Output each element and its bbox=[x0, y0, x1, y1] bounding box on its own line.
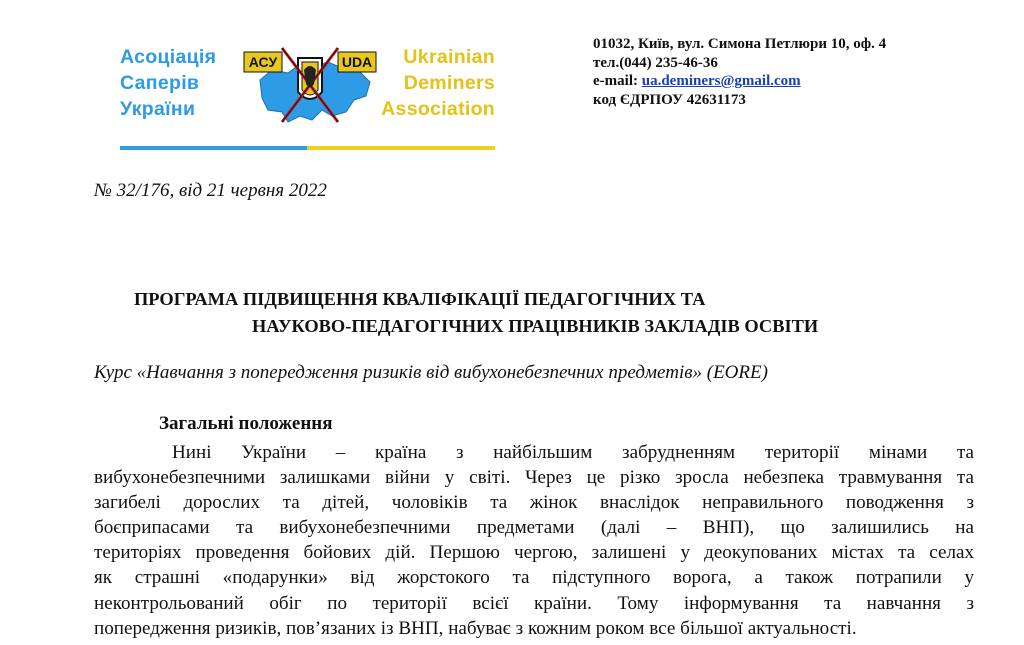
svg-text:UDA: UDA bbox=[341, 54, 373, 70]
paragraph-line: територіях проведення бойових дій. Першою чергою, залишені у деокупованих містах та селах bbox=[94, 542, 974, 564]
paragraph-line: загибелі дорослих та дітей, чоловіків та жінок внаслідок неправильного поводження з bbox=[94, 492, 974, 514]
logo-underline-yellow bbox=[307, 146, 495, 150]
paragraph-line: Нині України – країна з найбільшим забрудненням території мінами та bbox=[172, 442, 974, 463]
paragraph-line: попередження ризиків, пов’язаних із ВНП, набуває з кожним роком все більшої актуальності. bbox=[94, 617, 857, 639]
logo-line: Саперів bbox=[120, 72, 200, 94]
email-row bbox=[593, 72, 886, 91]
deminers-emblem-icon bbox=[242, 40, 378, 140]
logo-line: Association bbox=[381, 98, 495, 120]
logo-line: Deminers bbox=[403, 72, 495, 94]
address: 01032, Київ, вул. Симона Петлюри 10, оф. 4 bbox=[593, 36, 887, 52]
logo-line: України bbox=[120, 98, 196, 120]
paragraph-line: неконтрольований обіг по території всієї країни. Тому інформування та навчання з bbox=[94, 592, 974, 614]
phone: тел.(044) 235-46-36 bbox=[593, 54, 718, 71]
paragraph-line: боєприпасами та вибухонебезпечними предметами (далі – ВНП), що залишились на bbox=[94, 517, 974, 539]
svg-text:АСУ: АСУ bbox=[248, 54, 278, 70]
contact-info bbox=[593, 35, 886, 109]
logo-text-english bbox=[381, 44, 495, 122]
logo-line: Ukrainian bbox=[403, 46, 495, 68]
paragraph-line: вибухонебезпечними залишками війни у світі. Через це різко зросла небезпека травмування та bbox=[94, 467, 974, 489]
paragraph-line: як страшні «подарунки» від жорстокого та підступного ворога, а також потрапили у bbox=[94, 567, 974, 589]
section-heading: Загальні положення bbox=[159, 413, 333, 434]
course-name: Курс «Навчання з попередження ризиків від вибухонебезпечних предметів» (EORE) bbox=[94, 362, 768, 383]
body-paragraph bbox=[94, 440, 974, 641]
logo-underline-blue bbox=[120, 146, 307, 150]
email-label: e-mail: bbox=[593, 73, 642, 89]
logo-line: Асоціація bbox=[120, 46, 217, 68]
document-title-line-1: ПРОГРАМА ПІДВИЩЕННЯ КВАЛІФІКАЦІЇ ПЕДАГОГІЧНИХ ТА bbox=[134, 289, 706, 309]
logo-text-ukrainian bbox=[120, 44, 216, 122]
edrpou-code: код ЄДРПОУ 42631173 bbox=[593, 91, 746, 108]
email-link[interactable]: ua.deminers@gmail.com bbox=[641, 73, 801, 89]
document-title-line-2: НАУКОВО-ПЕДАГОГІЧНИХ ПРАЦІВНИКІВ ЗАКЛАДІВ ОСВІТИ bbox=[252, 316, 819, 336]
organization-logo bbox=[120, 40, 495, 152]
document-reference: № 32/176, від 21 червня 2022 bbox=[94, 180, 327, 201]
